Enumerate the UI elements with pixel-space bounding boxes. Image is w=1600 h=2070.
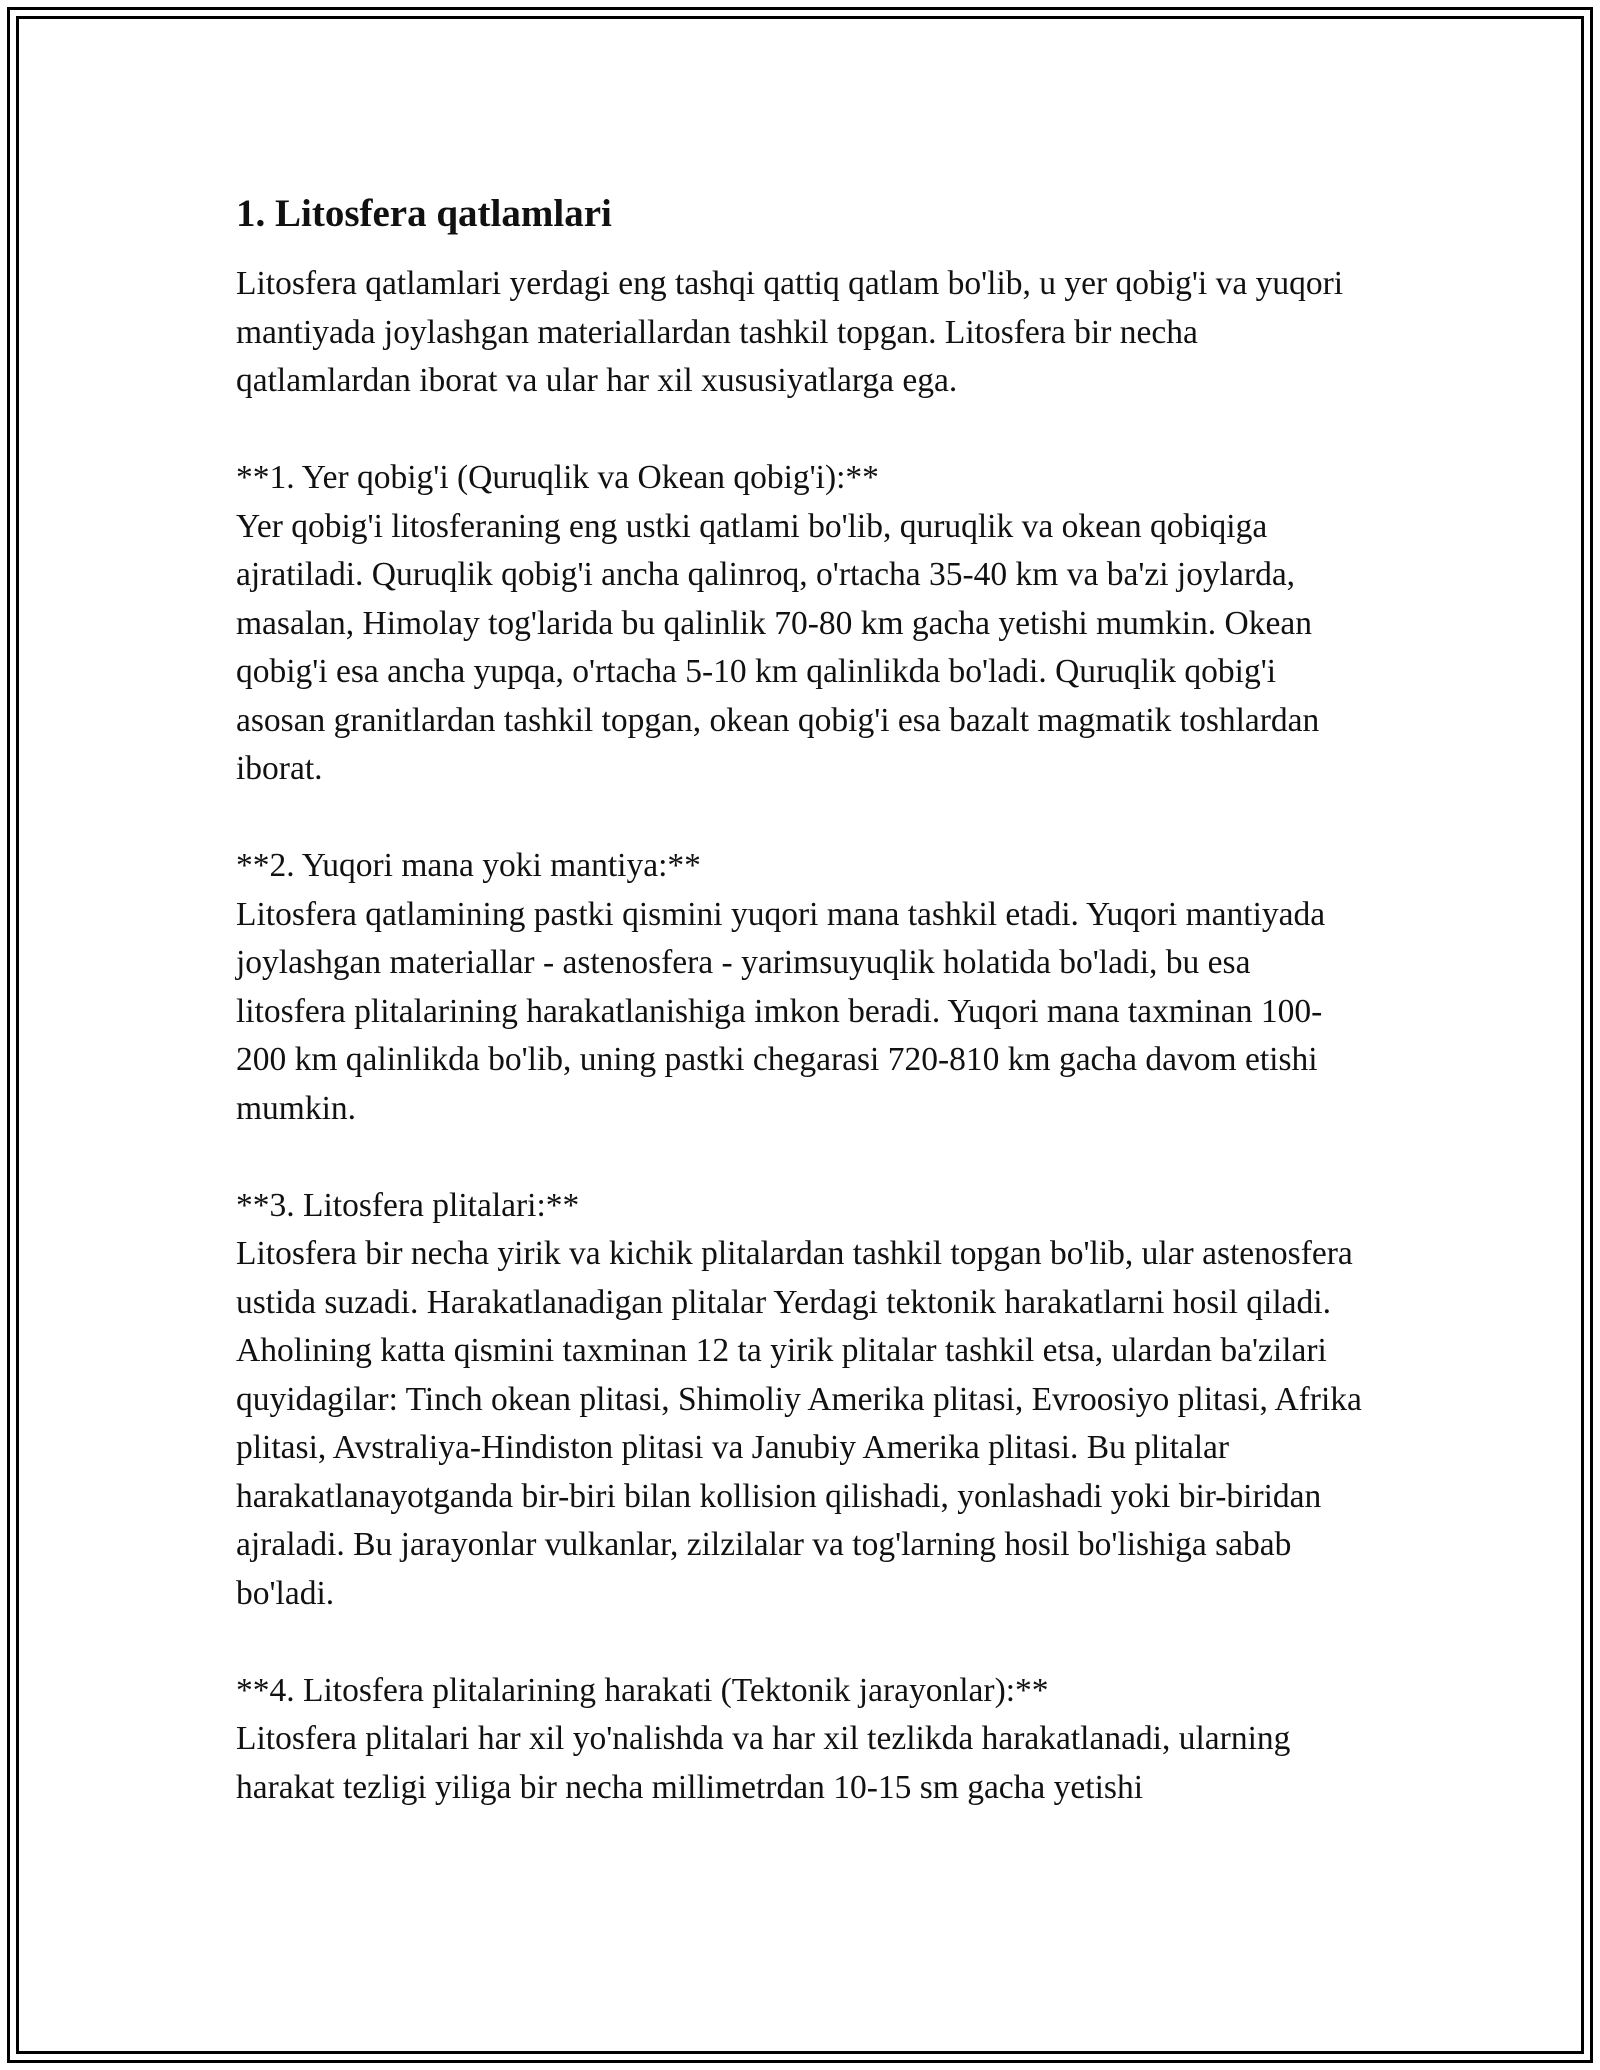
paragraph-gap: [236, 1133, 1366, 1182]
section-title: **4. Litosfera plitalarining harakati (Tektonik jarayonlar):**: [236, 1671, 1049, 1709]
section-3: [236, 1182, 1366, 1619]
section-title: **3. Litosfera plitalari:**: [236, 1186, 580, 1224]
section-4: [236, 1667, 1366, 1813]
page-title: 1. Litosfera qatlamlari: [236, 192, 612, 235]
section-title: **2. Yuqori mana yoki mantiya:**: [236, 847, 701, 884]
paragraph-gap: [236, 794, 1366, 843]
paragraph-gap: [236, 406, 1366, 455]
section-2: [236, 842, 1366, 1133]
document-content: [236, 188, 1366, 1812]
section-title: **1. Yer qobig'i (Quruqlik va Okean qobig'i):**: [236, 459, 879, 496]
section-body: Yer qobig'i litosferaning eng ustki qatlami bo'lib, quruqlik va okean qobiqiga ajratiladi. Quruqlik qobig'i ancha qalinroq, o'rtacha 35-40 km va ba'zi joylarda, masalan, Himolay tog'larida bu qalinlik 70-80 km gacha yetishi mumkin. Okean qobig'i esa ancha yupqa, o'rtacha 5-10 km qalinlikda bo'ladi. Quruqlik qobig'i asosan granitlardan tashkil topgan, okean qobig'i esa bazalt magmatik toshlardan iborat.: [236, 507, 1320, 787]
intro-paragraph: Litosfera qatlamlari yerdagi eng tashqi qattiq qatlam bo'lib, u yer qobig'i va yuqori mantiyada joylashgan materiallardan tashkil topgan. Litosfera bir necha qatlamlardan iborat va ular har xil xususiyatlarga ega.: [236, 265, 1344, 399]
section-body: Litosfera bir necha yirik va kichik plitalardan tashkil topgan bo'lib, ular astenosfera ustida suzadi. Harakatlanadigan plitalar Yerdagi tektonik harakatlarni hosil qiladi. Aholining katta qismini taxminan 12 ta yirik plitalar tashkil etsa, ulardan ba'zilari quyidagilar: Tinch okean plitasi, Shimoliy Amerika plitasi, Evroosiyo plitasi, Afrika plitasi, Avstraliya-Hindiston plitasi va Janubiy Amerika plitasi. Bu plitalar harakatlanayotganda bir-biri bilan kollision qilishadi, yonlashadi yoki bir-biridan ajraladi. Bu jarayonlar vulkanlar, zilzilalar va tog'larning hosil bo'lishiga sabab bo'ladi.: [236, 1235, 1362, 1612]
section-body: Litosfera qatlamining pastki qismini yuqori mana tashkil etadi. Yuqori mantiyada joylashgan materiallar - astenosfera - yarimsuyuqlik holatida bo'ladi, bu esa litosfera plitalarining harakatlanishiga imkon beradi. Yuqori mana taxminan 100-200 km qalinlikda bo'lib, uning pastki chegarasi 720-810 km gacha davom etishi mumkin.: [236, 895, 1326, 1127]
paragraph-gap: [236, 1618, 1366, 1667]
section-body: Litosfera plitalari har xil yo'nalishda va har xil tezlikda harakatlanadi, ularning harakat tezligi yiliga bir necha millimetrdan 10-15 sm gacha yetishi: [236, 1720, 1291, 1806]
section-1: [236, 454, 1366, 794]
